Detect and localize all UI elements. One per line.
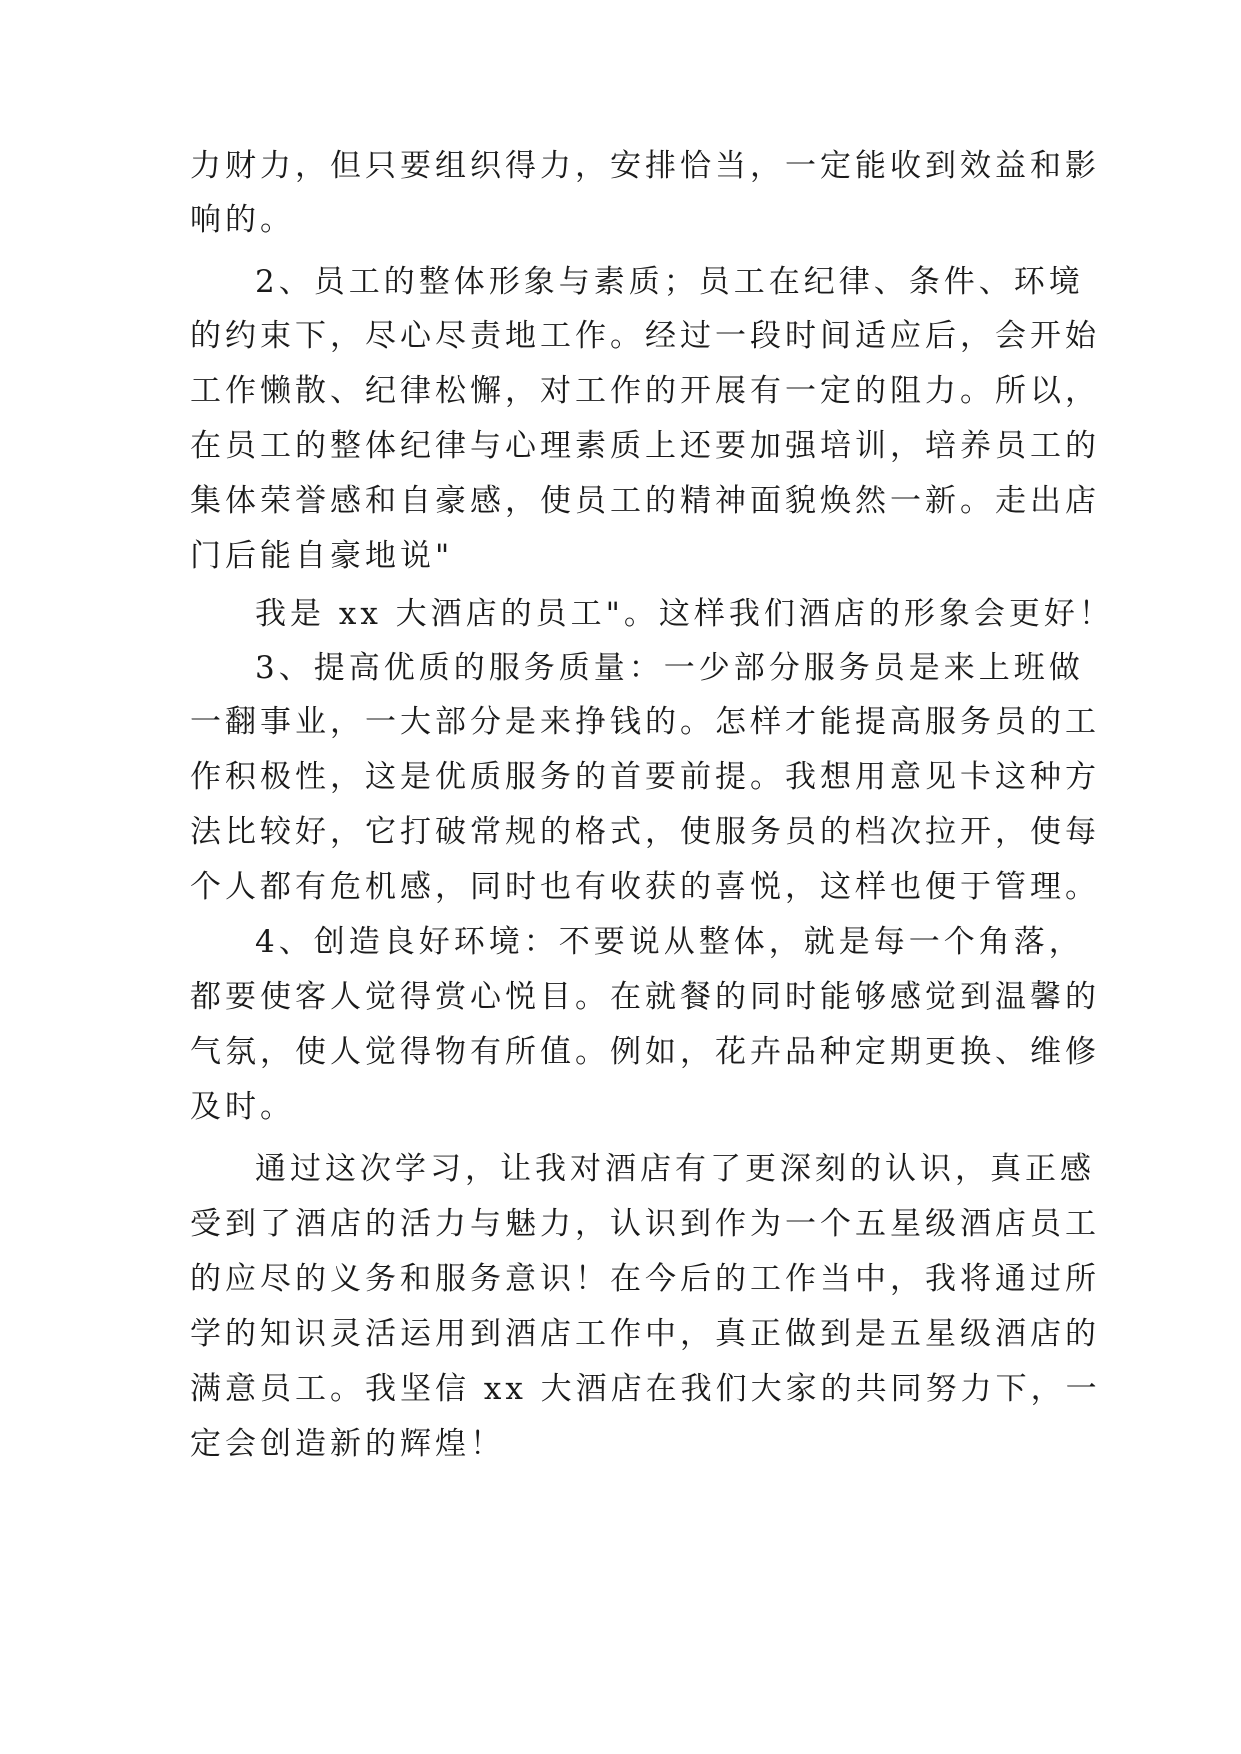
text-line: 工作懒散、纪律松懈，对工作的开展有一定的阻力。所以， [190,373,1100,409]
text-line: 一翻事业，一大部分是来挣钱的。怎样才能提高服务员的工 [190,704,1100,740]
text-line: 个人都有危机感，同时也有收获的喜悦，这样也便于管理。 [190,869,1100,905]
text-line: 2、员工的整体形象与素质；员工在纪律、条件、环境 [255,264,1084,300]
text-line: 的应尽的义务和服务意识！在今后的工作当中，我将通过所 [190,1261,1100,1297]
text-line: 定会创造新的辉煌！ [190,1426,505,1462]
text-line: 的约束下，尽心尽责地工作。经过一段时间适应后，会开始 [190,318,1100,354]
text-line: 4、创造良好环境：不要说从整体，就是每一个角落， [255,924,1084,960]
text-line: 都要使客人觉得赏心悦目。在就餐的同时能够感觉到温馨的 [190,979,1100,1015]
text-line: 我是 xx 大酒店的员工"。这样我们酒店的形象会更好！ [255,596,1114,632]
text-line: 气氛，使人觉得物有所值。例如，花卉品种定期更换、维修 [190,1034,1100,1070]
text-line: 在员工的整体纪律与心理素质上还要加强培训，培养员工的 [190,428,1100,464]
text-line: 满意员工。我坚信 xx 大酒店在我们大家的共同努力下，一 [190,1371,1101,1407]
text-line: 作积极性，这是优质服务的首要前提。我想用意见卡这种方 [190,759,1100,795]
text-line: 受到了酒店的活力与魅力，认识到作为一个五星级酒店员工 [190,1206,1100,1242]
text-line: 法比较好，它打破常规的格式，使服务员的档次拉开，使每 [190,814,1100,850]
text-line: 集体荣誉感和自豪感，使员工的精神面貌焕然一新。走出店 [190,483,1100,519]
text-line: 力财力，但只要组织得力，安排恰当，一定能收到效益和影 [190,148,1100,184]
text-line: 3、提高优质的服务质量：一少部分服务员是来上班做 [255,650,1084,686]
text-line: 学的知识灵活运用到酒店工作中，真正做到是五星级酒店的 [190,1316,1100,1352]
text-line: 通过这次学习，让我对酒店有了更深刻的认识，真正感 [255,1151,1095,1187]
text-line: 及时。 [190,1089,295,1125]
text-line: 响的。 [190,202,295,238]
text-line: 门后能自豪地说" [190,538,454,574]
